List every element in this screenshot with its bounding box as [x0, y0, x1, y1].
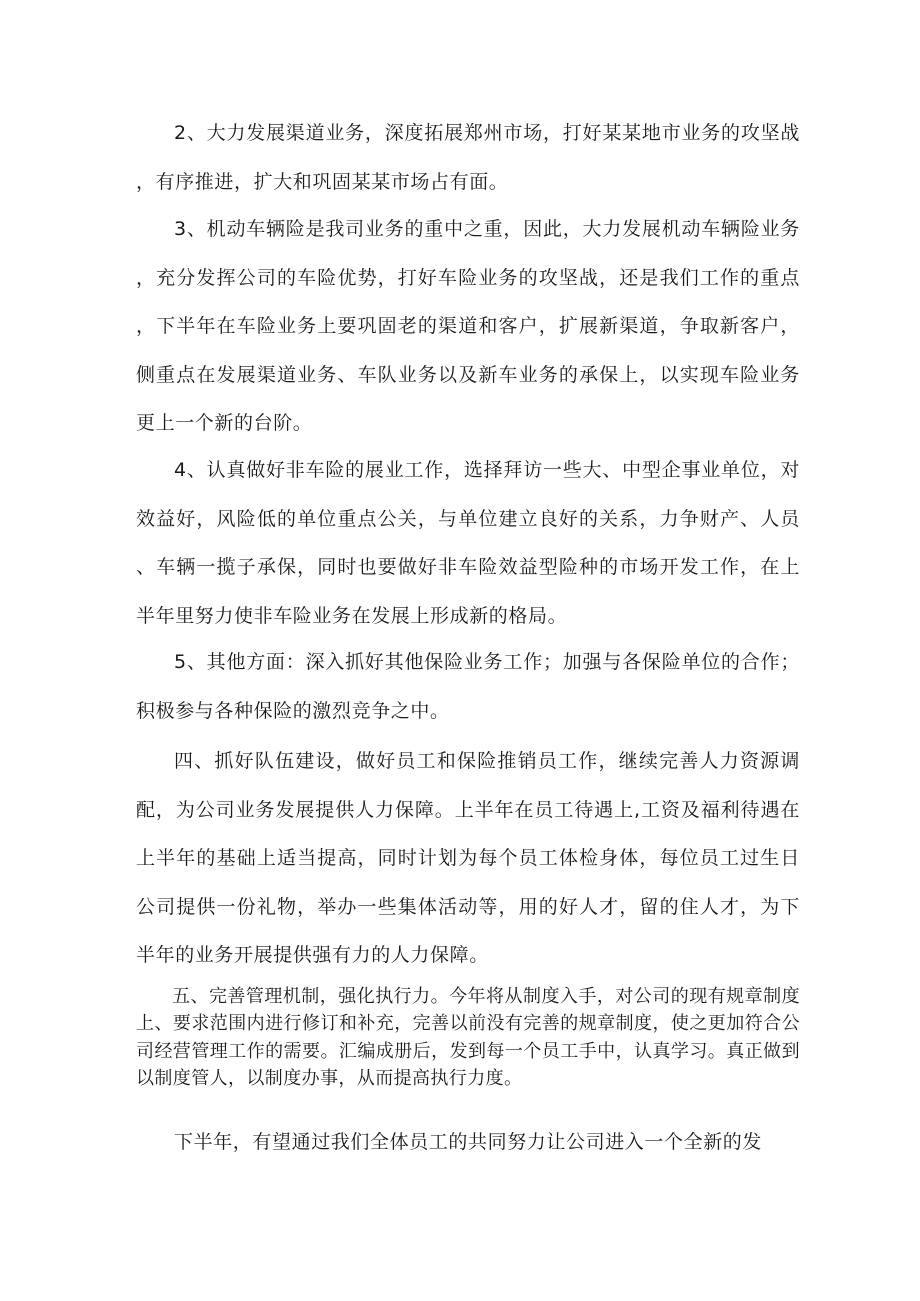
paragraph-motor-vehicle-insurance: 3、机动车辆险是我司业务的重中之重，因此，大力发展机动车辆险业务，充分发挥公司的车险优势，打好车险业务的攻坚战，还是我们工作的重点，下半年在车险业务上要巩固老的渠道和客户，扩展新渠道，争取新客户，侧重点在发展渠道业务、车队业务以及新车业务的承保上，以实现车险业务更上一个新的台阶。 — [136, 218, 800, 434]
paragraph-channel-business: 2、大力发展渠道业务，深度拓展郑州市场，打好某某地市业务的攻坚战，有序推进，扩大和巩固某某市场占有面。 — [136, 122, 800, 193]
paragraph-second-half-outlook: 下半年，有望通过我们全体员工的共同努力让公司进入一个全新的发 — [174, 1131, 763, 1153]
paragraph-other-aspects: 5、其他方面：深入抓好其他保险业务工作；加强与各保险单位的合作；积极参与各种保险的激烈竞争之中。 — [136, 651, 800, 722]
paragraph-management-mechanism: 五、完善管理机制，强化执行力。今年将从制度入手，对公司的现有规章制度上、要求范围内进行修订和补充，完善以前没有完善的规章制度，使之更加符合公司经营管理工作的需要。汇编成册后，发到每一个员工手中，认真学习。真正做到以制度管人，以制度办事，从而提高执行力度。 — [136, 986, 800, 1090]
paragraph-team-building: 四、抓好队伍建设，做好员工和保险推销员工作，继续完善人力资源调配，为公司业务发展提供人力保障。上半年在员工待遇上,工资及福利待遇在上半年的基础上适当提高，同时计划为每个员工体检身体，每位员工过生日公司提供一份礼物，举办一些集体活动等，用的好人才，留的住人才，为下半年的业务开展提供强有力的人力保障。 — [136, 750, 800, 966]
paragraph-non-motor-insurance: 4、认真做好非车险的展业工作，选择拜访一些大、中型企事业单位，对效益好，风险低的单位重点公关，与单位建立良好的关系，力争财产、人员、车辆一揽子承保，同时也要做好非车险效益型险种的市场开发工作，在上半年里努力使非车险业务在发展上形成新的格局。 — [136, 459, 800, 627]
